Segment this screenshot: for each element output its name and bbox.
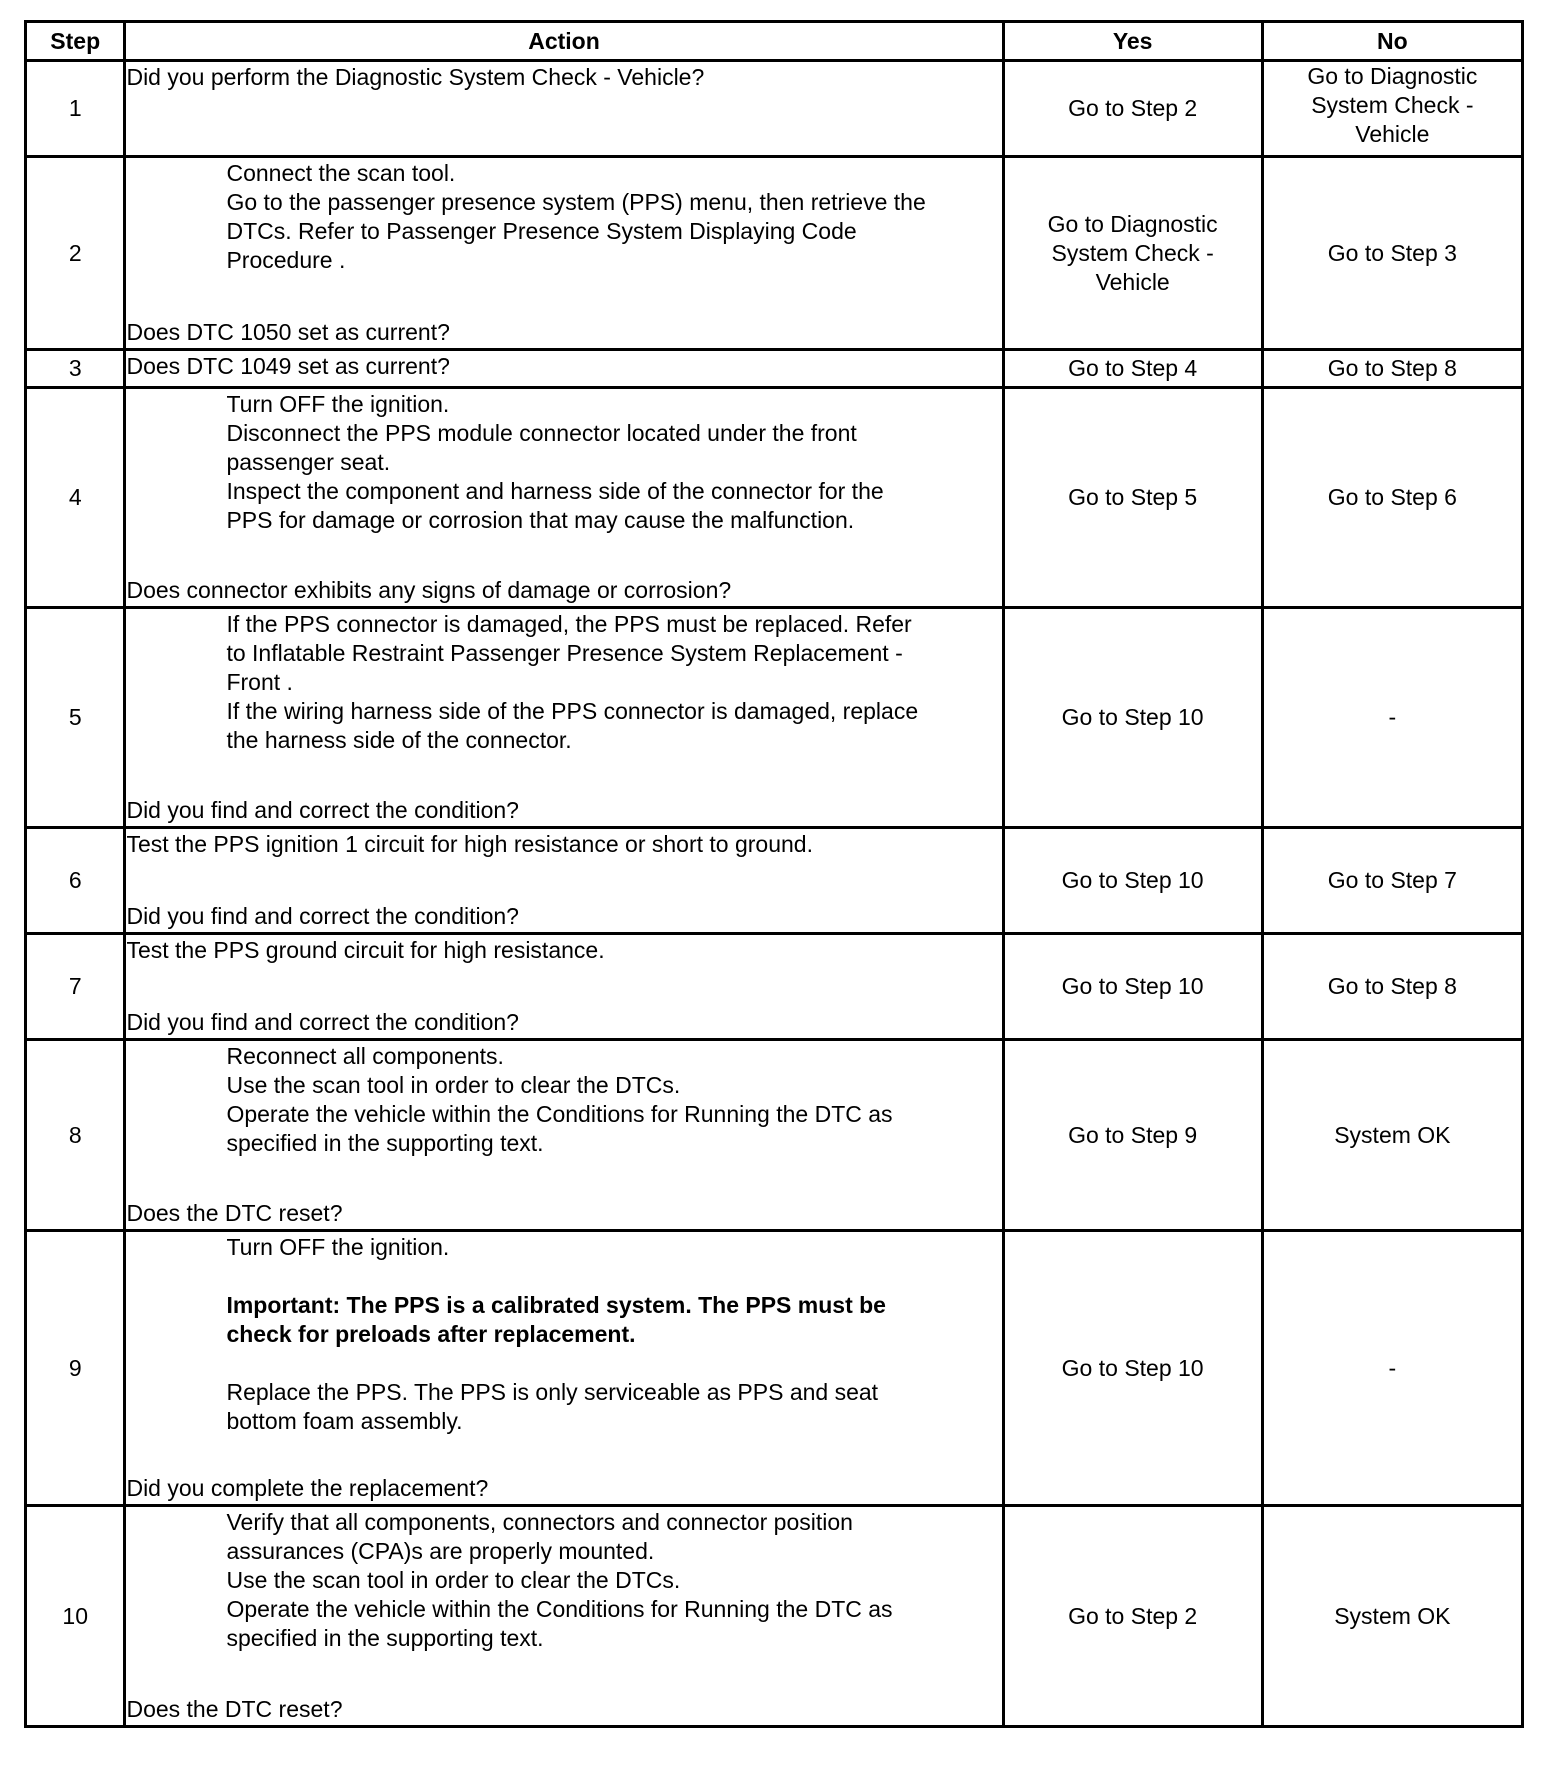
action-line: assurances (CPA)s are properly mounted.	[226, 1538, 655, 1564]
header-row	[26, 22, 1523, 61]
action-steps	[126, 830, 1001, 859]
no-cell	[1262, 388, 1522, 608]
table-row	[26, 1231, 1523, 1506]
blank-line	[126, 1349, 1001, 1378]
action-line: Did you perform the Diagnostic System Check - Vehicle?	[126, 64, 705, 90]
action-question: Did you find and correct the condition?	[126, 903, 519, 929]
action-line: Does DTC 1049 set as current?	[126, 353, 450, 379]
no-cell	[1262, 608, 1522, 828]
yes-text: Go to Diagnostic	[1047, 210, 1218, 237]
action-line: Turn OFF the ignition.	[226, 1234, 450, 1260]
action-question: Does DTC 1050 set as current?	[126, 319, 450, 345]
no-text: System OK	[1334, 1602, 1451, 1629]
yes-text: Go to Step 2	[1068, 1602, 1198, 1629]
table-row	[26, 1506, 1523, 1727]
blank-line	[126, 1262, 1001, 1291]
no-text: System OK	[1334, 1121, 1451, 1148]
action-line: If the PPS connector is damaged, the PPS must be replaced. Refer	[226, 611, 912, 637]
yes-text: Go to Step 10	[1061, 704, 1204, 730]
action-line: Verify that all components, connectors and connector position	[226, 1509, 853, 1535]
no-text: Go to Step 6	[1327, 484, 1457, 510]
action-content	[126, 1508, 1001, 1724]
action-line: PPS for damage or corrosion that may cause the malfunction.	[226, 507, 855, 533]
action-line: Inspect the component and harness side of the connector for the	[226, 478, 884, 504]
yes-text: Go to Step 10	[1061, 1354, 1204, 1381]
action-line: Use the scan tool in order to clear the DTCs.	[226, 1567, 681, 1593]
action-line: Reconnect all components.	[226, 1043, 504, 1069]
action-steps	[126, 159, 1001, 275]
action-line: the harness side of the connector.	[226, 727, 572, 753]
action-line: Replace the PPS. The PPS is only serviceable as PPS and seat	[226, 1379, 879, 1405]
yes-text: System Check -	[1051, 239, 1214, 266]
action-cell	[125, 1506, 1003, 1727]
action-line: Test the PPS ignition 1 circuit for high resistance or short to ground.	[126, 831, 813, 857]
action-line: specified in the supporting text.	[226, 1130, 544, 1156]
yes-cell	[1003, 1506, 1262, 1727]
action-steps	[126, 1508, 1001, 1653]
yes-text: Go to Step 2	[1068, 95, 1198, 121]
step-number: 6	[26, 828, 125, 934]
action-question: Did you find and correct the condition?	[126, 1009, 519, 1035]
yes-cell	[1003, 1040, 1262, 1231]
step-number: 1	[26, 61, 125, 157]
action-steps	[126, 390, 1001, 535]
action-line: Important: The PPS is a calibrated system. The PPS must be	[226, 1292, 886, 1318]
no-cell	[1262, 1231, 1522, 1506]
yes-text: Go to Step 9	[1068, 1121, 1198, 1148]
action-line: passenger seat.	[226, 449, 391, 475]
action-content	[126, 936, 1001, 1037]
action-question: Does connector exhibits any signs of damage or corrosion?	[126, 577, 732, 603]
action-line: If the wiring harness side of the PPS connector is damaged, replace	[226, 698, 919, 724]
no-text: -	[1388, 1354, 1397, 1381]
no-cell	[1262, 350, 1522, 388]
table-row	[26, 828, 1523, 934]
no-cell	[1262, 828, 1522, 934]
no-cell	[1262, 934, 1522, 1040]
no-text: Go to Diagnostic	[1307, 63, 1478, 89]
table-row	[26, 608, 1523, 828]
action-line: Go to the passenger presence system (PPS) menu, then retrieve the	[226, 189, 926, 215]
action-content	[126, 1042, 1001, 1228]
action-steps	[126, 610, 1001, 755]
step-number: 2	[26, 157, 125, 350]
action-content	[126, 1233, 1001, 1503]
action-steps	[126, 63, 1001, 92]
action-steps	[126, 1233, 1001, 1436]
table-row	[26, 350, 1523, 388]
action-line: Connect the scan tool.	[226, 160, 456, 186]
step-number: 8	[26, 1040, 125, 1231]
action-line: Use the scan tool in order to clear the DTCs.	[226, 1072, 681, 1098]
action-line: Operate the vehicle within the Conditions for Running the DTC as	[226, 1101, 893, 1127]
yes-text: Go to Step 10	[1061, 867, 1204, 893]
action-question: Does the DTC reset?	[126, 1200, 343, 1226]
action-line: Turn OFF the ignition.	[226, 391, 450, 417]
yes-cell	[1003, 157, 1262, 350]
table-row	[26, 388, 1523, 608]
action-question: Did you find and correct the condition?	[126, 797, 519, 823]
header-no: No	[1262, 22, 1522, 61]
action-line: Disconnect the PPS module connector located under the front	[226, 420, 857, 446]
no-cell	[1262, 1506, 1522, 1727]
table-row	[26, 1040, 1523, 1231]
yes-cell	[1003, 388, 1262, 608]
step-number: 9	[26, 1231, 125, 1506]
action-cell	[125, 61, 1003, 157]
action-cell	[125, 388, 1003, 608]
action-line: Operate the vehicle within the Conditions for Running the DTC as	[226, 1596, 893, 1622]
step-number: 3	[26, 350, 125, 388]
action-steps	[126, 1042, 1001, 1158]
action-cell	[125, 934, 1003, 1040]
yes-text: Go to Step 5	[1068, 484, 1198, 510]
no-text: Vehicle	[1355, 121, 1430, 147]
yes-text: Go to Step 4	[1068, 355, 1198, 381]
action-cell	[125, 1231, 1003, 1506]
action-cell	[125, 608, 1003, 828]
action-line: specified in the supporting text.	[226, 1625, 544, 1651]
no-cell	[1262, 157, 1522, 350]
diagnostic-table	[24, 20, 1524, 1728]
table-row	[26, 934, 1523, 1040]
yes-text: Vehicle	[1095, 268, 1170, 295]
action-line: Front .	[226, 669, 293, 695]
action-steps	[126, 936, 1001, 965]
action-cell	[125, 350, 1003, 388]
yes-cell	[1003, 934, 1262, 1040]
yes-text: Go to Step 10	[1061, 973, 1204, 999]
action-line: Test the PPS ground circuit for high resistance.	[126, 937, 605, 963]
action-line: to Inflatable Restraint Passenger Presence System Replacement -	[226, 640, 903, 666]
action-content	[126, 610, 1001, 825]
no-text: Go to Step 3	[1327, 239, 1457, 266]
step-number: 10	[26, 1506, 125, 1727]
header-action: Action	[125, 22, 1003, 61]
action-cell	[125, 828, 1003, 934]
no-text: Go to Step 8	[1327, 973, 1457, 999]
yes-cell	[1003, 1231, 1262, 1506]
diagnostic-procedure	[24, 20, 1524, 1728]
action-content	[126, 830, 1001, 931]
step-number: 5	[26, 608, 125, 828]
action-question: Does the DTC reset?	[126, 1696, 343, 1722]
action-line: DTCs. Refer to Passenger Presence System Displaying Code	[226, 218, 857, 244]
no-text: Go to Step 8	[1327, 355, 1457, 381]
action-content	[126, 159, 1001, 347]
action-cell	[125, 1040, 1003, 1231]
table-row	[26, 61, 1523, 157]
action-content	[126, 390, 1001, 605]
action-line: Procedure .	[226, 247, 346, 273]
no-cell	[1262, 61, 1522, 157]
yes-cell	[1003, 828, 1262, 934]
step-number: 7	[26, 934, 125, 1040]
yes-cell	[1003, 608, 1262, 828]
action-question: Did you complete the replacement?	[126, 1475, 489, 1501]
header-yes: Yes	[1003, 22, 1262, 61]
yes-cell	[1003, 350, 1262, 388]
step-number: 4	[26, 388, 125, 608]
header-step: Step	[26, 22, 125, 61]
table-row	[26, 157, 1523, 350]
no-text: System Check -	[1311, 92, 1474, 118]
action-steps	[126, 352, 1001, 381]
yes-cell	[1003, 61, 1262, 157]
no-cell	[1262, 1040, 1522, 1231]
action-line: check for preloads after replacement.	[226, 1321, 636, 1347]
action-content	[126, 352, 1001, 385]
action-content	[126, 63, 1001, 154]
no-text: Go to Step 7	[1327, 867, 1457, 893]
action-line: bottom foam assembly.	[226, 1408, 463, 1434]
no-text: -	[1388, 704, 1397, 730]
action-cell	[125, 157, 1003, 350]
